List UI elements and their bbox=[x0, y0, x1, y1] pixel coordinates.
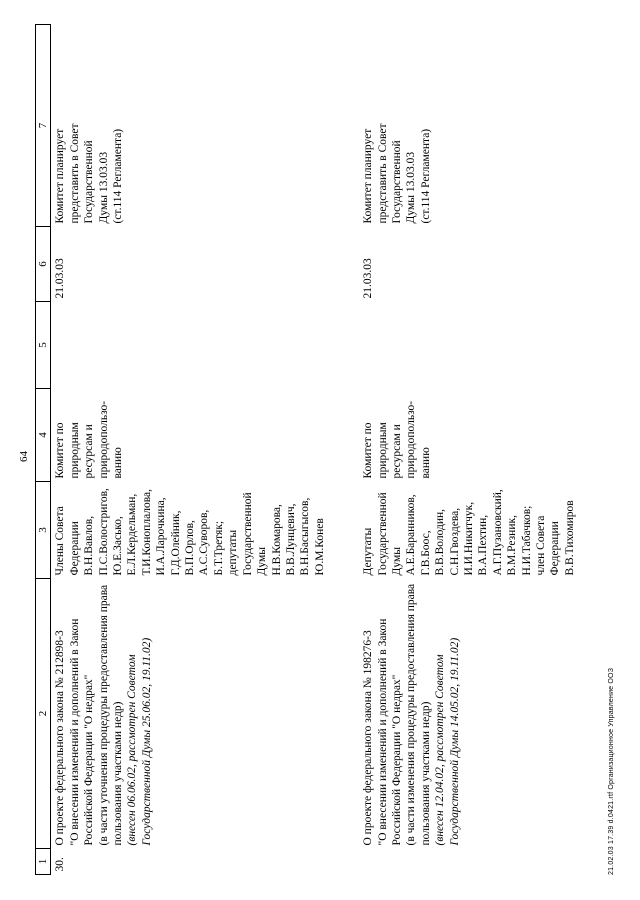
project-title: О проекте федерального закона № 198276-3 "О внесении изменений и дополнений в Закон Российской Федерации "О недрах" (в части изменения процедуры предоставления права пользования участками недр) bbox=[362, 583, 432, 846]
column-header-4: 4 bbox=[36, 389, 51, 482]
date-cell: 21.03.03 bbox=[362, 258, 375, 299]
column-header-3: 3 bbox=[36, 482, 51, 579]
table-row bbox=[51, 25, 327, 875]
column-5-cell bbox=[359, 302, 577, 389]
committee-cell: Комитет по природным ресурсам и природопользо- ванию bbox=[362, 400, 432, 479]
row-number: 30. bbox=[54, 857, 67, 872]
row-number bbox=[359, 849, 577, 875]
project-title: О проекте федерального закона № 212898-3 "О внесении изменений и дополнений в Закон Российской Федерации "О недрах" (в части уточнения процедуры предоставления права пользования участками недр) bbox=[54, 584, 125, 846]
page-number: 64 bbox=[18, 451, 30, 462]
project-cell bbox=[359, 579, 577, 849]
initiators-cell: Депутаты Государственной Думы А.Е.Баранников, Г.В.Боос, В.В.Володин, С.Н.Гвоздева, И.И.Никитчук, В.А.Пехтин, А.Г.Пузановский, В.М.Резник, Н.И.Табачков; член Совета Федерации В.В.Тихомиров bbox=[362, 489, 576, 576]
column-header-2: 2 bbox=[36, 579, 51, 849]
column-header-6: 6 bbox=[36, 227, 51, 302]
initiators-cell: Члены Совета Федерации В.Н.Вавлов, П.С.Волостригов, Ю.Е.Засько, Е.Л.Кердельман, Т.И.Коноплалова, И.А.Ларочкина, Г.Д.Олейник, В.П.Орлов, А.С.Суворов, Б.Т.Третяк; депутаты Государственной Думы Н.В.Комарова, В.В.Лунцевич, В.Н.Басыгысов, Ю.М.Конев bbox=[54, 488, 326, 576]
project-note: (внесен 06.06.02, рассмотрен Советом Государственной Думы 25.06.02, 19.11.02) bbox=[126, 637, 153, 846]
project-note: (внесен 12.04.02, рассмотрен Советом Государственной Думы 14.05.02, 19.11.02) bbox=[434, 637, 461, 846]
column-header-5: 5 bbox=[36, 302, 51, 389]
column-5-cell bbox=[51, 302, 327, 389]
plan-cell: Комитет планирует представить в Совет Государственной Думы 13.03.03 (ст.114 Регламента) bbox=[362, 123, 432, 224]
column-header-1: 1 bbox=[36, 849, 51, 875]
committee-cell: Комитет по природным ресурсам и природопользо- ванию bbox=[54, 400, 125, 479]
row-spacer bbox=[327, 25, 359, 875]
footer-imprint: 21.02.03 17.39 d.0421.rtf Организационное Управление ООЗ bbox=[608, 667, 615, 875]
legislation-table bbox=[35, 24, 577, 875]
plan-cell: Комитет планирует представить в Совет Государственной Думы 13.03.03 (ст.114 Регламента) bbox=[54, 123, 125, 224]
table-row bbox=[359, 25, 577, 875]
date-cell: 21.03.03 bbox=[54, 258, 67, 299]
project-cell bbox=[51, 579, 327, 849]
column-header-7: 7 bbox=[36, 25, 51, 227]
column-number-row bbox=[36, 25, 51, 875]
